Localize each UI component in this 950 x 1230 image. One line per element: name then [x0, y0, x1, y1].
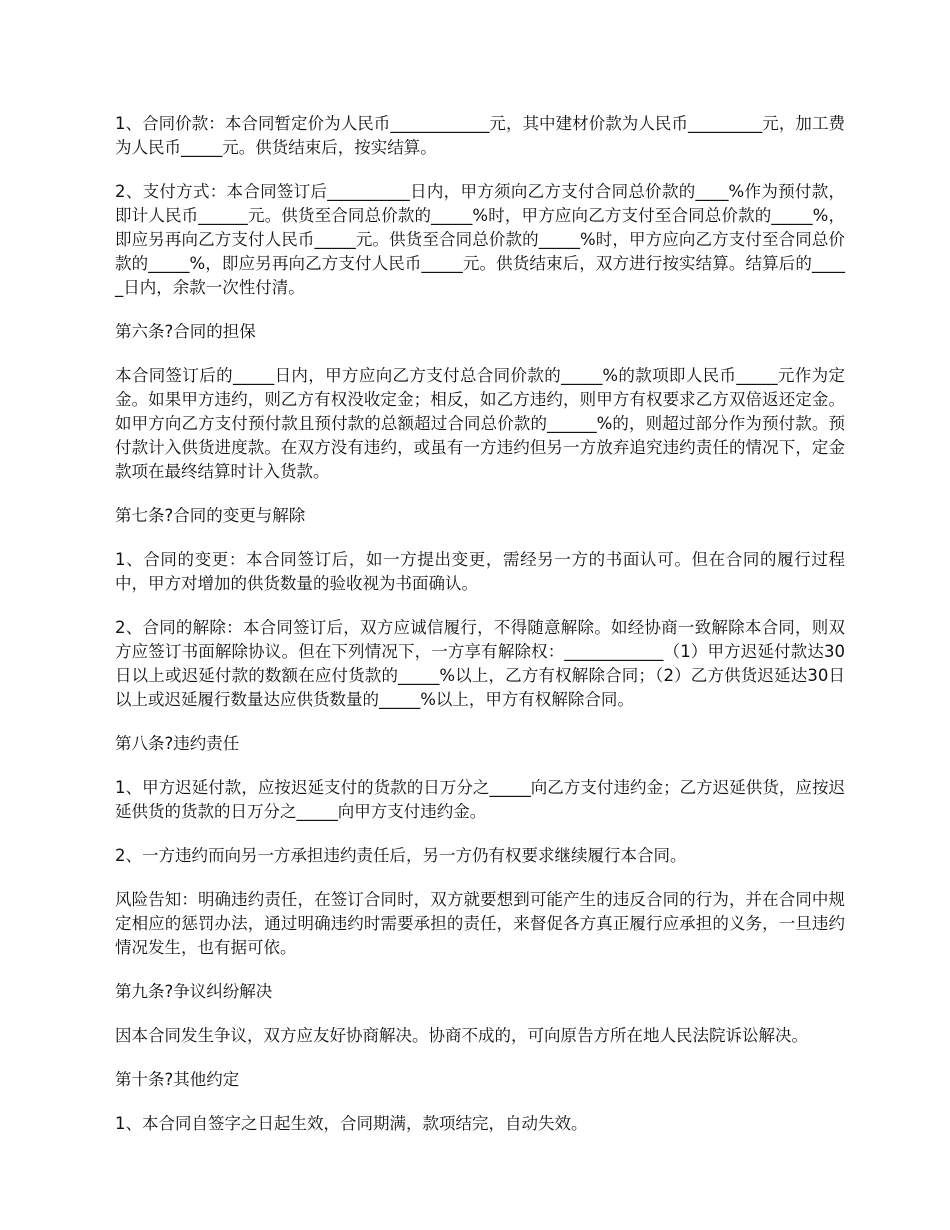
- clause-termination: 2、合同的解除：本合同签订后，双方应诚信履行，不得随意解除。如经协商一致解除本合同，则双方应签订书面解除协议。但在下列情况下，一方享有解除权：____________（1）甲方迟延付款达30日以上或迟延付款的数额在应付货款的_____%以上，乙方有权解除合同；（2）乙方供货迟延达30日以上或迟延履行数量达应供货数量的_____%以上，甲方有权解除合同。: [115, 618, 845, 709]
- article-7-heading: 第七条?合同的变更与解除: [115, 506, 306, 525]
- article-9-heading: 第九条?争议纠纷解决: [115, 982, 273, 1001]
- clause-dispute: 因本合同发生争议，双方应友好协商解决。协商不成的，可向原告方所在地人民法院诉讼解决。: [115, 1026, 808, 1045]
- clause-guarantee: 本合同签订后的_____日内，甲方应向乙方支付总合同价款的_____%的款项即人民币_____元作为定金。如果甲方违约，则乙方有权没收定金；相反，如乙方违约，则甲方有权要求乙方双倍返还定金。如甲方向乙方支付预付款且预付款的总额超过合同总价款的______%的，则超过部分作为预付款。预付款计入供货进度款。在双方没有违约，或虽有一方违约但另一方放弃追究违约责任的情况下，定金款项在最终结算时计入货款。: [115, 366, 845, 481]
- clause-late-penalty: 1、甲方迟延付款，应按迟延支付的货款的日万分之_____向乙方支付违约金；乙方迟延供货，应按迟延供货的货款的日万分之_____向甲方支付违约金。: [115, 778, 845, 821]
- clause-contract-price: 1、合同价款：本合同暂定价为人民币____________元，其中建材价款为人民币_________元，加工费为人民币_____元。供货结束后，按实结算。: [115, 114, 845, 157]
- clause-effective: 1、本合同自签字之日起生效，合同期满，款项结完，自动失效。: [115, 1114, 588, 1133]
- risk-notice: 风险告知：明确违约责任，在签订合同时，双方就要想到可能产生的违反合同的行为，并在合同中规定相应的惩罚办法，通过明确违约时需要承担的责任，来督促各方真正履行应承担的义务，一旦违约情况发生，也有据可依。: [115, 890, 845, 957]
- article-8-heading: 第八条?违约责任: [115, 734, 240, 753]
- clause-payment-method: 2、支付方式：本合同签订后__________日内，甲方须向乙方支付合同总价款的____%作为预付款，即计人民币______元。供货至合同总价款的_____%时，甲方应向乙方支付至合同总价款的_____%，即应另再向乙方支付人民币_____元。供货至合同总价款的_____%时，甲方应向乙方支付至合同总价款的_____%，即应另再向乙方支付人民币_____元。供货结束后，双方进行按实结算。结算后的_____日内，余款一次性付清。: [115, 182, 845, 297]
- clause-continue-performance: 2、一方违约而向另一方承担违约责任后，另一方仍有权要求继续履行本合同。: [115, 846, 687, 865]
- clause-change: 1、合同的变更：本合同签订后，如一方提出变更，需经另一方的书面认可。但在合同的履行过程中，甲方对增加的供货数量的验收视为书面确认。: [115, 550, 845, 593]
- article-6-heading: 第六条?合同的担保: [115, 322, 256, 341]
- document-body: [115, 112, 845, 1156]
- article-10-heading: 第十条?其他约定: [115, 1070, 240, 1089]
